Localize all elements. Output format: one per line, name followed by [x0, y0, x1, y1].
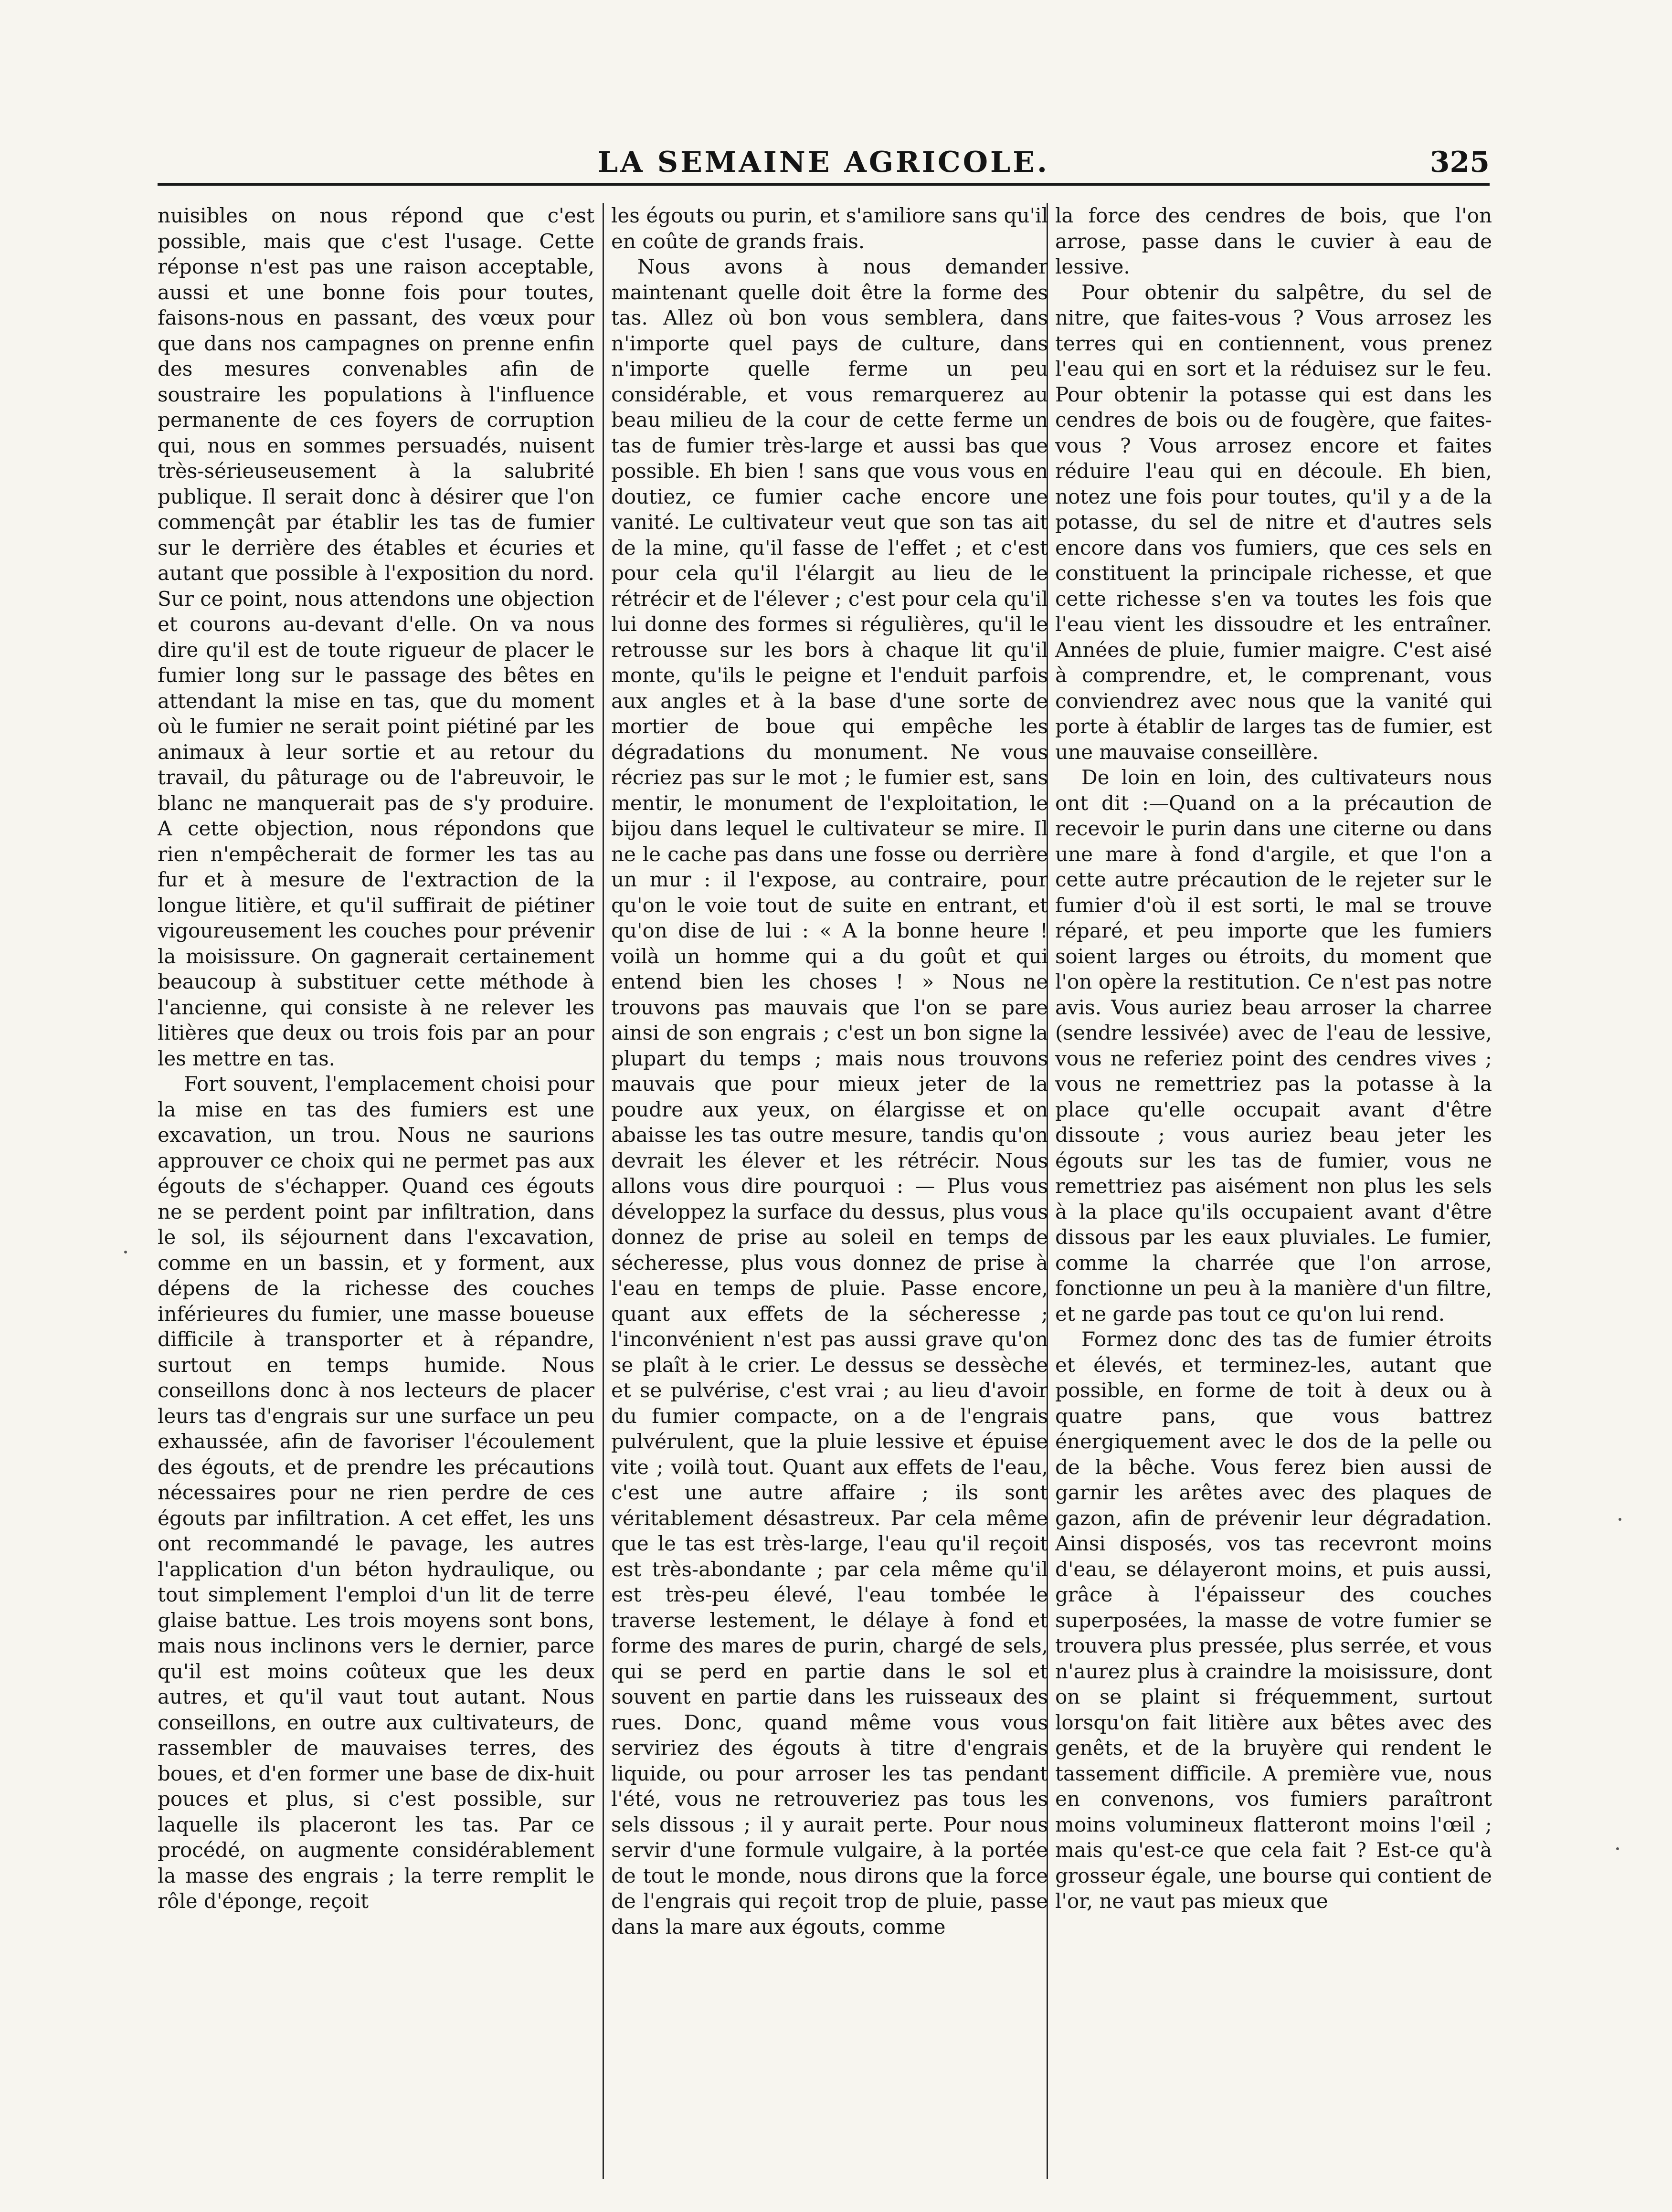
paragraph: Nous avons à nous demander maintenant quelle doit être la forme des tas. Allez où bon vous semblera, dans n'importe quel pays de culture, dans n'importe quelle ferme un peu considérable, et vous remarquerez au beau milieu de la cour de cette ferme un tas de fumier très-large et aussi bas que possible. Eh bien ! sans que vous vous en doutiez, ce fumier cache encore une vanité. Le cultivateur veut que son tas ait de la mine, qu'il fasse de l'effet ; et c'est pour cela qu'il l'élargit au lieu de le rétrécir et de l'élever ; c'est pour cela qu'il lui donne des formes si régulières, qu'il le retrousse sur les bors à chaque lit qu'il monte, qu'ils le peigne et l'enduit parfois aux angles et à la base d'une sorte de mortier de boue qui empêche les dégradations du monument. Ne vous récriez pas sur le mot ; le fumier est, sans mentir, le monument de l'exploitation, le bijou dans lequel le cultivateur se mire. Il ne le cache pas dans une fosse ou derrière un mur : il l'expose, au contraire, pour qu'on le voie tout de suite en entrant, et qu'on dise de lui : « A la bonne heure ! voilà un homme qui a du goût et qui entend bien les choses ! » Nous ne trouvons pas mauvais que l'on se pare ainsi de son engrais ; c'est un bon signe la plupart du temps ; mais nous trouvons mauvais que pour mieux jeter de la poudre aux yeux, on élargisse et on abaisse les tas outre mesure, tandis qu'on devrait les élever et les rétrécir. Nous allons vous dire pourquoi : — Plus vous développez la surface du dessus, plus vous donnez de prise au soleil en temps de sécheresse, plus vous donnez de prise à l'eau en temps de pluie. Passe encore, quant aux effets de la sécheresse ; l'inconvénient n'est pas aussi grave qu'on se plaît à le crier. Le dessus se dessèche et se pulvérise, c'est vrai ; au lieu d'avoir du fumier compacte, on a de l'engrais pulvérulent, que la pluie lessive et épuise vite ; voilà tout. Quant aux effets de l'eau, c'est une autre affaire ; ils sont véritablement désastreux. Par cela même que le tas est très-large, l'eau qu'il reçoit est très-abondante ; par cela même qu'il est très-peu élevé, l'eau tombée le traverse lestement, le délaye à fond et forme des mares de purin, chargé de sels, qui se perd en partie dans le sol et souvent en partie dans les ruisseaux des rues. Donc, quand même vous vous serviriez des égouts à titre d'engrais liquide, ou pour arroser les tas pendant l'été, vous ne retrouveriez pas tous les sels dissous ; il y aurait perte. Pour nous servir d'une formule vulgaire, à la portée de tout le monde, nous dirons que la force de l'engrais qui reçoit trop de pluie, passe dans la mare aux égouts, comme	[611, 255, 1048, 1938]
column-divider	[603, 203, 604, 2179]
print-speck	[1616, 1847, 1619, 1850]
header-rule	[158, 183, 1490, 186]
paragraph: Fort souvent, l'emplacement choisi pour la mise en tas des fumiers est une excavation, un trou. Nous ne saurions approuver ce choix qui ne permet pas aux égouts de s'échapper. Quand ces égouts ne se perdent point par infiltration, dans le sol, ils séjournent dans l'excavation, comme en un bassin, et y forment, aux dépens de la richesse des couches inférieures du fumier, une masse boueuse difficile à transporter et à répandre, surtout en temps humide. Nous conseillons donc à nos lecteurs de placer leurs tas d'engrais sur une surface un peu exhaussée, afin de favoriser l'écoulement des égouts, et de prendre les précautions nécessaires pour ne rien perdre de ces égouts par infiltration. A cet effet, les uns ont recommandé le pavage, les autres l'application d'un béton hydraulique, ou tout simplement l'emploi d'un lit de terre glaise battue. Les trois moyens sont bons, mais nous inclinons vers le dernier, parce qu'il est moins coûteux que les deux autres, et qu'il vaut tout autant. Nous conseillons, en outre aux cultivateurs, de rassembler de mauvaises terres, des boues, et d'en former une base de dix-huit pouces et plus, si c'est possible, sur laquelle ils placeront les tas. Par ce procédé, on augmente considérablement la masse des engrais ; la terre remplit le rôle d'éponge, reçoit	[158, 1072, 594, 1913]
publication-title: LA SEMAINE AGRICOLE.	[598, 146, 1049, 179]
print-speck	[1619, 1518, 1621, 1521]
paragraph: les égouts ou purin, et s'amiliore sans qu'il en coûte de grands frais.	[611, 204, 1048, 253]
print-speck	[124, 1251, 127, 1253]
paragraph: De loin en loin, des cultivateurs nous ont dit :—Quand on a la précaution de recevoir le purin dans une citerne ou dans une mare à fond d'argile, et que l'on a cette autre précaution de le rejeter sur le fumier d'où il est sorti, le mal se trouve réparé, et peu importe que les fumiers soient larges ou étroits, du moment que l'on opère la restitution. Ce n'est pas notre avis. Vous auriez beau arroser la charree (sendre lessivée) avec de l'eau de lessive, vous ne referiez point des cendres vives ; vous ne remettriez pas la potasse à la place qu'elle occupait avant d'être dissoute ; vous auriez beau jeter les égouts sur les tas de fumier, vous ne remettriez pas aisément non plus les sels à la place qu'ils occupaient avant d'être dissous par les eaux pluviales. Le fumier, comme la charrée que l'on arrose, fonctionne un peu à la manière d'un filtre, et ne garde pas tout ce qu'on lui rend.	[1055, 766, 1492, 1326]
paragraph: Formez donc des tas de fumier étroits et élevés, et terminez-les, autant que possible, en forme de toit à deux ou à quatre pans, que vous battrez énergiquement avec le dos de la pelle ou de la bêche. Vous ferez bien aussi de garnir les arêtes avec des plaques de gazon, afin de prévenir leur dégradation. Ainsi disposés, vos tas recevront moins d'eau, se délayeront moins, et puis aussi, grâce à l'épaisseur des couches superposées, la masse de votre fumier se trouvera plus pressée, plus serrée, et vous n'aurez plus à craindre la moisissure, dont on se plaint si fréquemment, surtout lorsqu'on fait litière aux bêtes avec des genêts, et de la bruyère qui rendent le tassement difficile. A première vue, nous en convenons, vos fumiers paraîtront moins volumineux flatteront moins l'œil ; mais qu'est-ce que cela fait ? Est-ce qu'à grosseur égale, une bourse qui contient de l'or, ne vaut pas mieux que	[1055, 1327, 1492, 1913]
page-number: 325	[1429, 146, 1490, 179]
page-header	[158, 146, 1490, 179]
paragraph: nuisibles on nous répond que c'est possible, mais que c'est l'usage. Cette réponse n'est pas une raison acceptable, aussi et une bonne fois pour toutes, faisons-nous en passant, des vœux pour que dans nos campagnes on prenne enfin des mesures convenables afin de soustraire les populations à l'influence permanente de ces foyers de corruption qui, nous en sommes persuadés, nuisent très-sérieuseusement à la salubrité publique. Il serait donc à désirer que l'on commençât par établir les tas de fumier sur le derrière des étables et écuries et autant que possible à l'exposition du nord. Sur ce point, nous attendons une objection et courons au-devant d'elle. On va nous dire qu'il est de toute rigueur de placer le fumier long sur le passage des bêtes en attendant la mise en tas, que du moment où le fumier ne serait point piétiné par les animaux à leur sortie et au retour du travail, du pâturage ou de l'abreuvoir, le blanc ne manquerait pas de s'y produire. A cette objection, nous répondons que rien n'empêcherait de former les tas au fur et à mesure de l'extraction de la longue litière, et qu'il suffirait de piétiner vigoureusement les couches pour prévenir la moisissure. On gagnerait certainement beaucoup à substituer cette méthode à l'ancienne, qui consiste à ne relever les litières que deux ou trois fois par an pour les mettre en tas.	[158, 204, 594, 1070]
paragraph: Pour obtenir du salpêtre, du sel de nitre, que faites-vous ? Vous arrosez les terres qui en contiennent, vous prenez l'eau qui en sort et la réduisez sur le feu. Pour obtenir la potasse qui est dans les cendres de bois ou de fougère, que faites-vous ? Vous arrosez encore et faites réduire l'eau qui en découle. Eh bien, notez une fois pour toutes, qu'il y a de la potasse, du sel de nitre et d'autres sels encore dans vos fumiers, que ces sels en constituent la principale richesse, et que cette richesse s'en va toutes les fois que l'eau vient les dissoudre et les entraîner. Années de pluie, fumier maigre. C'est aisé à comprendre, et, le comprenant, vous conviendrez avec nous que la vanité qui porte à établir de larges tas de fumier, est une mauvaise conseillère.	[1055, 280, 1492, 764]
text-column-3	[1055, 203, 1492, 2184]
paragraph: la force des cendres de bois, que l'on arrose, passe dans le cuvier à eau de lessive.	[1055, 204, 1492, 278]
text-column-2	[611, 203, 1048, 2184]
text-column-1	[158, 203, 594, 2184]
